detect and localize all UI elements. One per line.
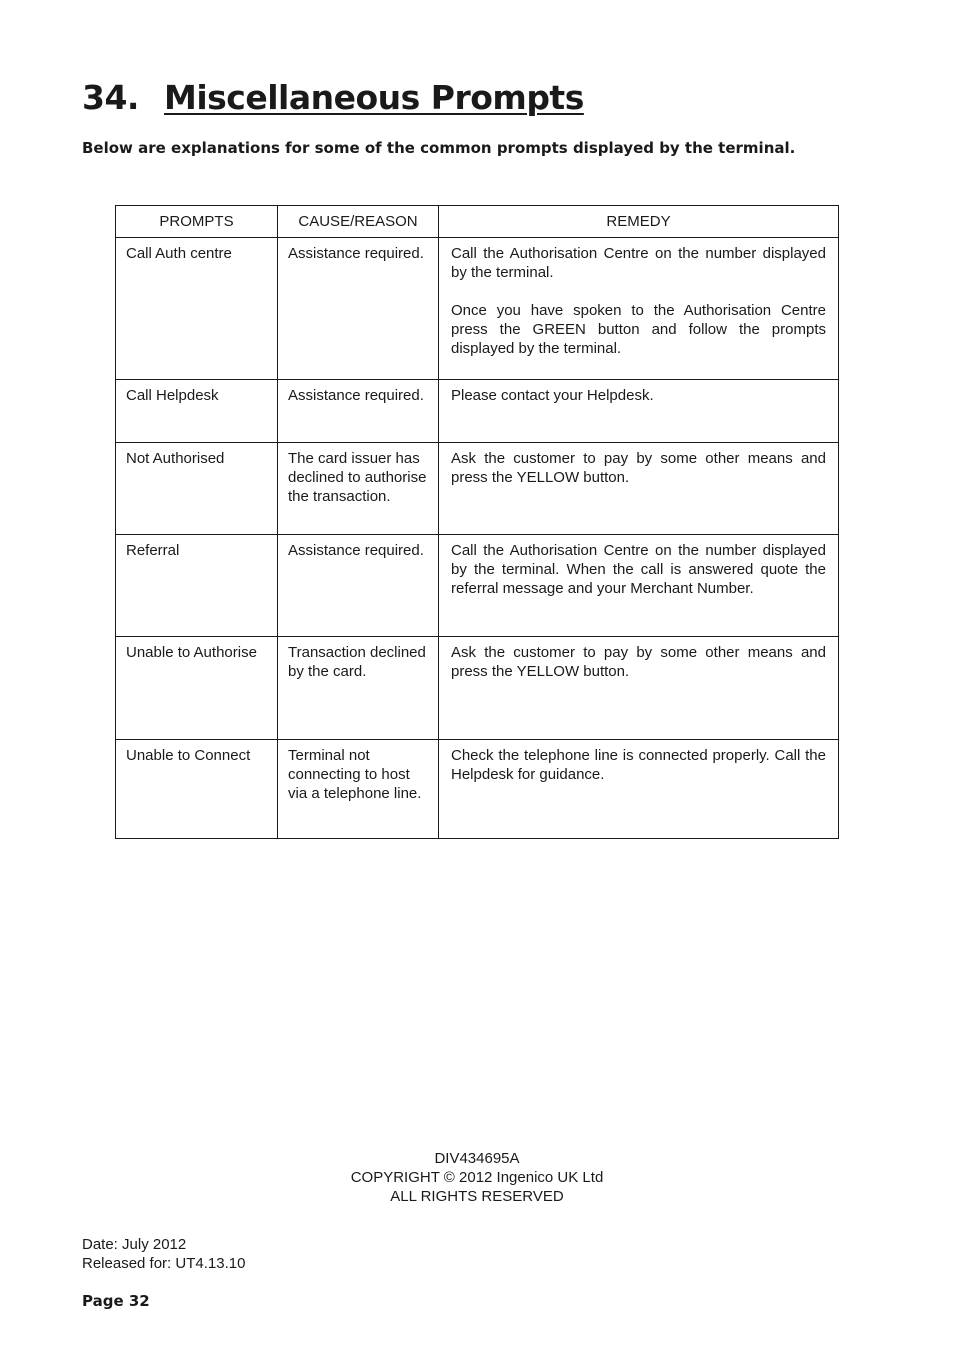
remedy-cell bbox=[439, 637, 838, 687]
remedy-paragraph: Call the Authorisation Centre on the number displayed by the terminal. bbox=[451, 245, 826, 281]
table-row bbox=[116, 443, 839, 535]
prompt-cell: Call Helpdesk bbox=[126, 387, 219, 404]
section-number: 34. bbox=[82, 78, 139, 117]
remedy-cell bbox=[439, 238, 838, 364]
section-title: Miscellaneous Prompts bbox=[164, 78, 584, 117]
remedy-paragraph: Ask the customer to pay by some other means and press the YELLOW button. bbox=[451, 644, 826, 680]
prompt-cell: Unable to Authorise bbox=[126, 644, 257, 661]
prompt-cell: Unable to Connect bbox=[126, 747, 251, 764]
remedy-paragraph: Ask the customer to pay by some other means and press the YELLOW button. bbox=[451, 450, 826, 486]
remedy-paragraph: Check the telephone line is connected properly. Call the Helpdesk for guidance. bbox=[451, 747, 826, 783]
remedy-cell bbox=[439, 740, 838, 790]
remedy-paragraph: Call the Authorisation Centre on the number displayed by the terminal. When the call is answered quote the referral message and your Merchant Number. bbox=[451, 542, 826, 597]
document-id: DIV434695A bbox=[434, 1150, 520, 1167]
table-row bbox=[116, 637, 839, 740]
column-header-remedy: REMEDY bbox=[439, 206, 839, 238]
cause-cell: Assistance required. bbox=[288, 387, 424, 404]
rights-notice: ALL RIGHTS RESERVED bbox=[390, 1188, 564, 1205]
column-header-cause: CAUSE/REASON bbox=[278, 206, 439, 238]
release-date: Date: July 2012 bbox=[82, 1236, 187, 1253]
remedy-cell bbox=[439, 380, 838, 411]
cause-cell: Terminal not connecting to host via a telephone line. bbox=[288, 747, 422, 802]
release-info bbox=[82, 1235, 245, 1273]
prompts-table bbox=[115, 205, 839, 839]
cause-cell: The card issuer has declined to authorise the transaction. bbox=[288, 450, 427, 505]
cause-cell: Transaction declined by the card. bbox=[288, 644, 426, 680]
remedy-cell bbox=[439, 535, 838, 604]
page-number: Page 32 bbox=[82, 1292, 150, 1310]
prompt-cell: Call Auth centre bbox=[126, 245, 232, 262]
remedy-cell bbox=[439, 443, 838, 493]
page-heading bbox=[82, 78, 584, 117]
remedy-paragraph: Please contact your Helpdesk. bbox=[451, 387, 654, 404]
table-header-row bbox=[116, 206, 839, 238]
cause-cell: Assistance required. bbox=[288, 542, 424, 559]
remedy-paragraph: Once you have spoken to the Authorisation Centre press the GREEN button and follow the prompts displayed by the terminal. bbox=[451, 302, 826, 357]
copyright-notice: COPYRIGHT © 2012 Ingenico UK Ltd bbox=[350, 1169, 604, 1186]
copyright-footer bbox=[0, 1149, 954, 1206]
table-row bbox=[116, 238, 839, 380]
prompt-cell: Referral bbox=[126, 542, 180, 559]
cause-cell: Assistance required. bbox=[288, 245, 424, 262]
release-version: Released for: UT4.13.10 bbox=[82, 1255, 246, 1272]
table-row bbox=[116, 740, 839, 839]
prompt-cell: Not Authorised bbox=[126, 450, 225, 467]
intro-text: Below are explanations for some of the common prompts displayed by the terminal. bbox=[82, 139, 796, 157]
column-header-prompts: PROMPTS bbox=[116, 206, 278, 238]
table-row bbox=[116, 380, 839, 443]
table-row bbox=[116, 535, 839, 637]
